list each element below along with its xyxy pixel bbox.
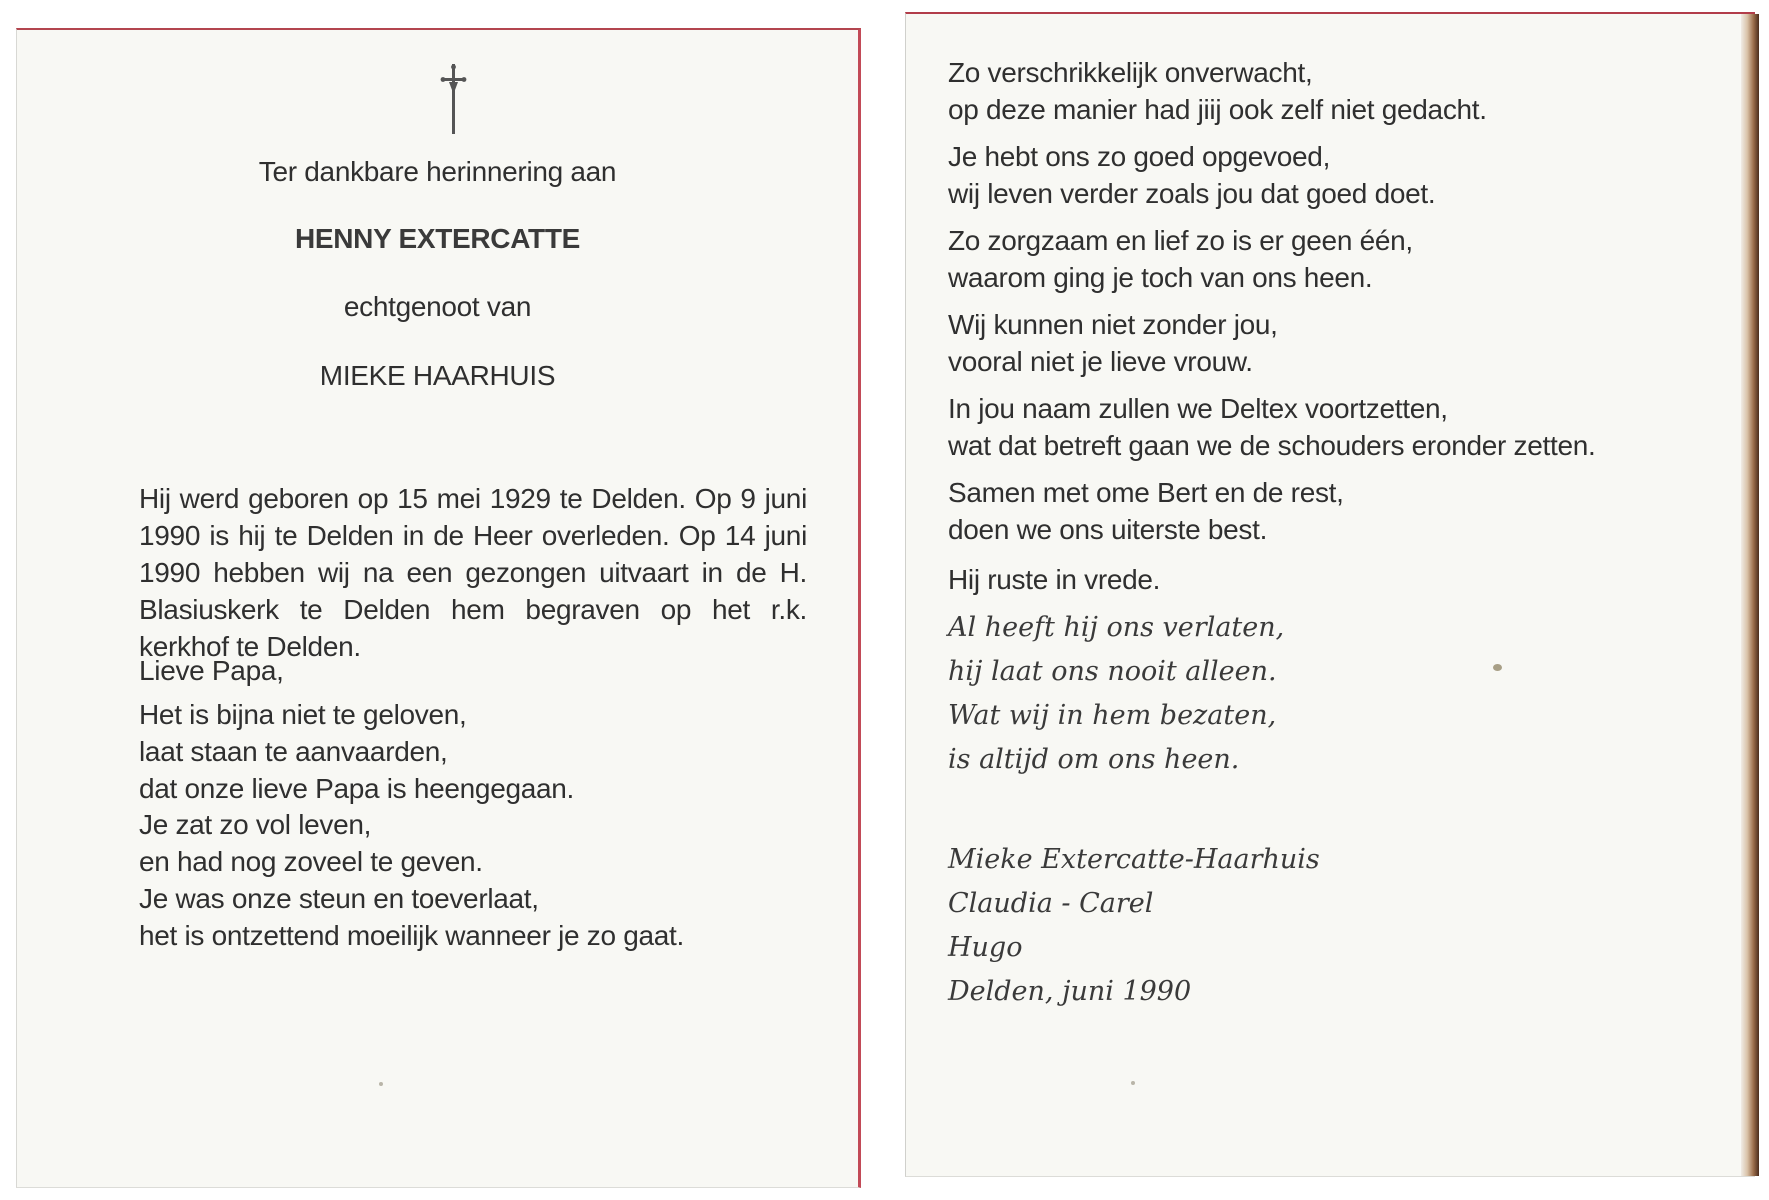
left-card bbox=[16, 28, 861, 1188]
poem-stanza bbox=[139, 696, 574, 807]
verse-line: Al heeft hij ons verlaten, bbox=[948, 612, 1285, 643]
signature-line: Hugo bbox=[948, 932, 1023, 963]
poem-line: het is ontzettend moeilijk wanneer je zo gaat. bbox=[139, 920, 684, 951]
cross-icon bbox=[439, 64, 469, 134]
poem-stanza bbox=[139, 806, 483, 880]
verse-line: is altijd om ons heen. bbox=[948, 744, 1240, 775]
poem-line: In jou naam zullen we Deltex voortzetten, bbox=[948, 393, 1448, 424]
intro-text: Ter dankbare herinnering aan bbox=[258, 156, 617, 187]
poem-line: Wij kunnen niet zonder jou, bbox=[948, 309, 1278, 340]
deceased-name: HENNY EXTERCATTE bbox=[294, 223, 581, 254]
card-edge-shadow bbox=[1741, 14, 1759, 1176]
poem-line: Zo verschrikkelijk onverwacht, bbox=[948, 57, 1313, 88]
poem-stanza bbox=[948, 54, 1487, 128]
poem-line: op deze manier had jiij ook zelf niet gedacht. bbox=[948, 94, 1487, 125]
poem-stanza bbox=[948, 222, 1413, 296]
signature-line: Mieke Extercatte-Haarhuis bbox=[948, 844, 1320, 875]
paper-speck bbox=[379, 1082, 383, 1086]
poem-line: waarom ging je toch van ons heen. bbox=[948, 262, 1373, 293]
poem-stanza bbox=[948, 474, 1344, 548]
poem-stanza bbox=[948, 306, 1278, 380]
relation-text: echtgenoot van bbox=[343, 291, 532, 322]
poem-stanza bbox=[139, 880, 684, 954]
poem-line: en had nog zoveel te geven. bbox=[139, 846, 483, 877]
poem-line: vooral niet je lieve vrouw. bbox=[948, 346, 1253, 377]
paper-stain bbox=[1493, 664, 1502, 671]
poem-stanza bbox=[948, 138, 1435, 212]
poem-line: wij leven verder zoals jou dat goed doet. bbox=[948, 178, 1436, 209]
verse bbox=[948, 606, 1284, 782]
poem-line: Samen met ome Bert en de rest, bbox=[948, 477, 1344, 508]
paper-speck bbox=[1131, 1081, 1135, 1085]
poem-line: Je hebt ons zo goed opgevoed, bbox=[948, 141, 1331, 172]
spouse-name: MIEKE HAARHUIS bbox=[319, 360, 556, 391]
salutation: Lieve Papa, bbox=[139, 655, 284, 686]
poem-line: wat dat betreft gaan we de schouders eronder zetten. bbox=[948, 430, 1596, 461]
poem-line: Het is bijna niet te geloven, bbox=[139, 699, 467, 730]
poem-line: dat onze lieve Papa is heengegaan. bbox=[139, 773, 575, 804]
verse-line: Wat wij in hem bezaten, bbox=[948, 700, 1277, 731]
poem-line: Je zat zo vol leven, bbox=[139, 809, 372, 840]
closing-line: Hij ruste in vrede. bbox=[948, 564, 1161, 595]
poem-line: Zo zorgzaam en lief zo is er geen één, bbox=[948, 225, 1413, 256]
poem-stanza bbox=[948, 390, 1596, 464]
signatures bbox=[948, 838, 1320, 1014]
right-card bbox=[905, 12, 1755, 1177]
place-date: Delden, juni 1990 bbox=[948, 976, 1192, 1007]
verse-line: hij laat ons nooit alleen. bbox=[948, 656, 1277, 687]
poem-line: doen we ons uiterste best. bbox=[948, 514, 1268, 545]
poem-line: Je was onze steun en toeverlaat, bbox=[139, 883, 539, 914]
signature-line: Claudia - Carel bbox=[948, 888, 1154, 919]
biography-paragraph: Hij werd geboren op 15 mei 1929 te Delden. Op 9 juni 1990 is hij te Delden in de Heer overleden. Op 14 juni 1990 hebben wij na een gezongen uitvaart in de H. Blasiuskerk te Delden hem begraven op het r.k. kerkhof te Delden. bbox=[139, 483, 807, 662]
poem-line: laat staan te aanvaarden, bbox=[139, 736, 448, 767]
